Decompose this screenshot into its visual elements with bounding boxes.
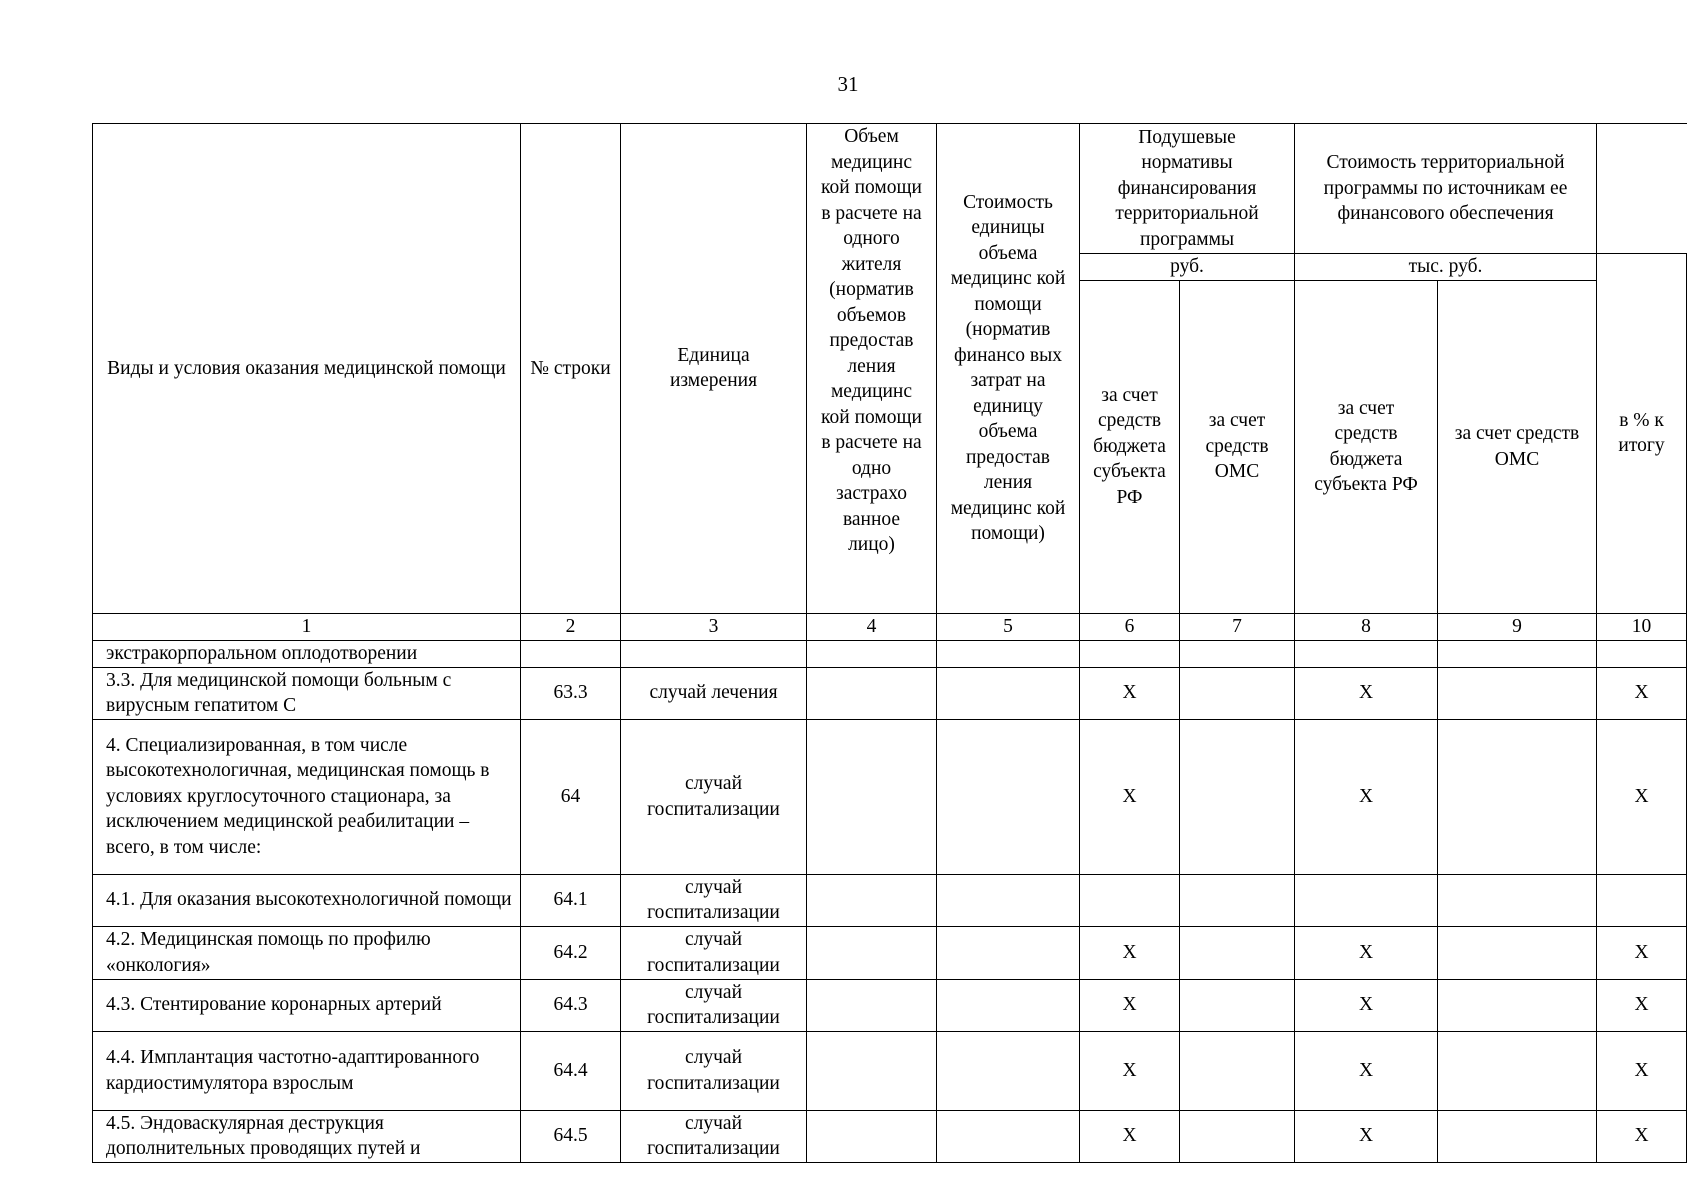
row-c5 <box>937 926 1080 979</box>
row-c9 <box>1438 979 1597 1031</box>
column-number: 7 <box>1180 613 1295 640</box>
row-line-number <box>521 640 621 667</box>
row-line-number: 64.4 <box>521 1031 621 1110</box>
header-col-2: № строки <box>521 124 621 614</box>
table-row <box>93 640 1687 667</box>
row-unit: случай госпитализации <box>621 874 807 926</box>
row-unit: случай госпитализации <box>621 1031 807 1110</box>
row-c9 <box>1438 1110 1597 1162</box>
column-number: 9 <box>1438 613 1597 640</box>
row-c8: X <box>1295 719 1438 874</box>
row-unit: случай госпитализации <box>621 979 807 1031</box>
row-c10 <box>1597 874 1687 926</box>
table-row <box>93 1110 1687 1162</box>
row-line-number: 64 <box>521 719 621 874</box>
row-c9 <box>1438 719 1597 874</box>
row-line-number: 64.3 <box>521 979 621 1031</box>
row-name: 4.4. Имплантация частотно-адаптированного кардиостимулятора взрослым <box>93 1031 521 1110</box>
row-unit <box>621 640 807 667</box>
row-c4 <box>807 667 937 719</box>
column-number: 6 <box>1080 613 1180 640</box>
row-name: 4.5. Эндоваскулярная деструкция дополнительных проводящих путей и <box>93 1110 521 1162</box>
row-c5 <box>937 1110 1080 1162</box>
row-c7 <box>1180 1031 1295 1110</box>
column-number: 3 <box>621 613 807 640</box>
row-c6: X <box>1080 667 1180 719</box>
column-number: 5 <box>937 613 1080 640</box>
header-col-9: за счет средств ОМС <box>1438 280 1597 613</box>
header-col-4: Объем медицинс кой помощи в расчете на одного жителя (норматив объемов предостав ления медицинс кой помощи в расчете на одно застрахо ванное лицо) <box>807 124 937 614</box>
row-unit: случай лечения <box>621 667 807 719</box>
row-c5 <box>937 979 1080 1031</box>
row-c8: X <box>1295 979 1438 1031</box>
page-number: 31 <box>837 72 859 96</box>
row-c10: X <box>1597 1110 1687 1162</box>
table-row <box>93 1031 1687 1110</box>
header-group-per-capita: Подушевые нормативы финансирования территориальной программы <box>1080 124 1295 254</box>
row-name: 4.1. Для оказания высокотехнологичной помощи <box>93 874 521 926</box>
header-unit-thousand-rub: тыс. руб. <box>1295 254 1597 281</box>
row-unit: случай госпитализации <box>621 1110 807 1162</box>
row-c5 <box>937 1031 1080 1110</box>
row-c8 <box>1295 640 1438 667</box>
row-c7 <box>1180 979 1295 1031</box>
row-c4 <box>807 1031 937 1110</box>
row-c8: X <box>1295 1110 1438 1162</box>
column-number: 8 <box>1295 613 1438 640</box>
header-col-1: Виды и условия оказания медицинской помощи <box>93 124 521 614</box>
row-c4 <box>807 979 937 1031</box>
row-c8: X <box>1295 667 1438 719</box>
row-c7 <box>1180 1110 1295 1162</box>
row-c9 <box>1438 667 1597 719</box>
column-number: 10 <box>1597 613 1687 640</box>
row-name: экстракорпоральном оплодотворении <box>93 640 521 667</box>
row-c5 <box>937 640 1080 667</box>
row-c6: X <box>1080 1110 1180 1162</box>
row-c7 <box>1180 874 1295 926</box>
header-col-3: Единица измерения <box>621 124 807 614</box>
table-row <box>93 667 1687 719</box>
row-c10: X <box>1597 926 1687 979</box>
row-c8: X <box>1295 1031 1438 1110</box>
table-row <box>93 979 1687 1031</box>
row-c8: X <box>1295 926 1438 979</box>
row-c9 <box>1438 1031 1597 1110</box>
row-c4 <box>807 640 937 667</box>
row-c7 <box>1180 926 1295 979</box>
row-c9 <box>1438 640 1597 667</box>
header-col-6: за счет средств бюджета субъекта РФ <box>1080 280 1180 613</box>
column-number: 1 <box>93 613 521 640</box>
row-c6 <box>1080 874 1180 926</box>
row-name: 4.3. Стентирование коронарных артерий <box>93 979 521 1031</box>
row-c10: X <box>1597 667 1687 719</box>
row-c7 <box>1180 719 1295 874</box>
row-name: 4. Специализированная, в том числе высокотехнологичная, медицинская помощь в условиях круглосуточного стационара, за исключением медицинской реабилитации – всего, в том числе: <box>93 719 521 874</box>
row-c7 <box>1180 640 1295 667</box>
header-row-1 <box>93 124 1687 254</box>
row-c4 <box>807 874 937 926</box>
row-unit: случай госпитализации <box>621 926 807 979</box>
row-name: 3.3. Для медицинской помощи больным с вирусным гепатитом С <box>93 667 521 719</box>
header-unit-rub: руб. <box>1080 254 1295 281</box>
row-c8 <box>1295 874 1438 926</box>
header-blank-cell <box>1597 124 1687 254</box>
row-c6 <box>1080 640 1180 667</box>
row-unit: случай госпитализации <box>621 719 807 874</box>
row-c9 <box>1438 926 1597 979</box>
financing-table <box>92 123 1687 1163</box>
row-c6: X <box>1080 979 1180 1031</box>
row-c9 <box>1438 874 1597 926</box>
row-name: 4.2. Медицинская помощь по профилю «онкология» <box>93 926 521 979</box>
row-line-number: 64.2 <box>521 926 621 979</box>
row-c10: X <box>1597 979 1687 1031</box>
header-group-cost: Стоимость территориальной программы по источникам ее финансового обеспечения <box>1295 124 1597 254</box>
row-c6: X <box>1080 1031 1180 1110</box>
header-col-5: Стоимость единицы объема медицинс кой помощи (норматив финансо вых затрат на единицу объема предостав ления медицинс кой помощи) <box>937 124 1080 614</box>
row-c10 <box>1597 640 1687 667</box>
row-c4 <box>807 1110 937 1162</box>
row-c5 <box>937 874 1080 926</box>
row-c10: X <box>1597 1031 1687 1110</box>
row-c6: X <box>1080 719 1180 874</box>
table-row <box>93 719 1687 874</box>
row-line-number: 63.3 <box>521 667 621 719</box>
row-c10: X <box>1597 719 1687 874</box>
row-line-number: 64.5 <box>521 1110 621 1162</box>
header-col-7: за счет средств ОМС <box>1180 280 1295 613</box>
column-number: 4 <box>807 613 937 640</box>
header-col-10: в % к итогу <box>1597 254 1687 614</box>
row-c5 <box>937 667 1080 719</box>
row-c4 <box>807 926 937 979</box>
column-number: 2 <box>521 613 621 640</box>
header-col-8: за счет средств бюджета субъекта РФ <box>1295 280 1438 613</box>
row-line-number: 64.1 <box>521 874 621 926</box>
row-c6: X <box>1080 926 1180 979</box>
table-row <box>93 926 1687 979</box>
table-row <box>93 874 1687 926</box>
row-c5 <box>937 719 1080 874</box>
column-number-row <box>93 613 1687 640</box>
row-c7 <box>1180 667 1295 719</box>
row-c4 <box>807 719 937 874</box>
